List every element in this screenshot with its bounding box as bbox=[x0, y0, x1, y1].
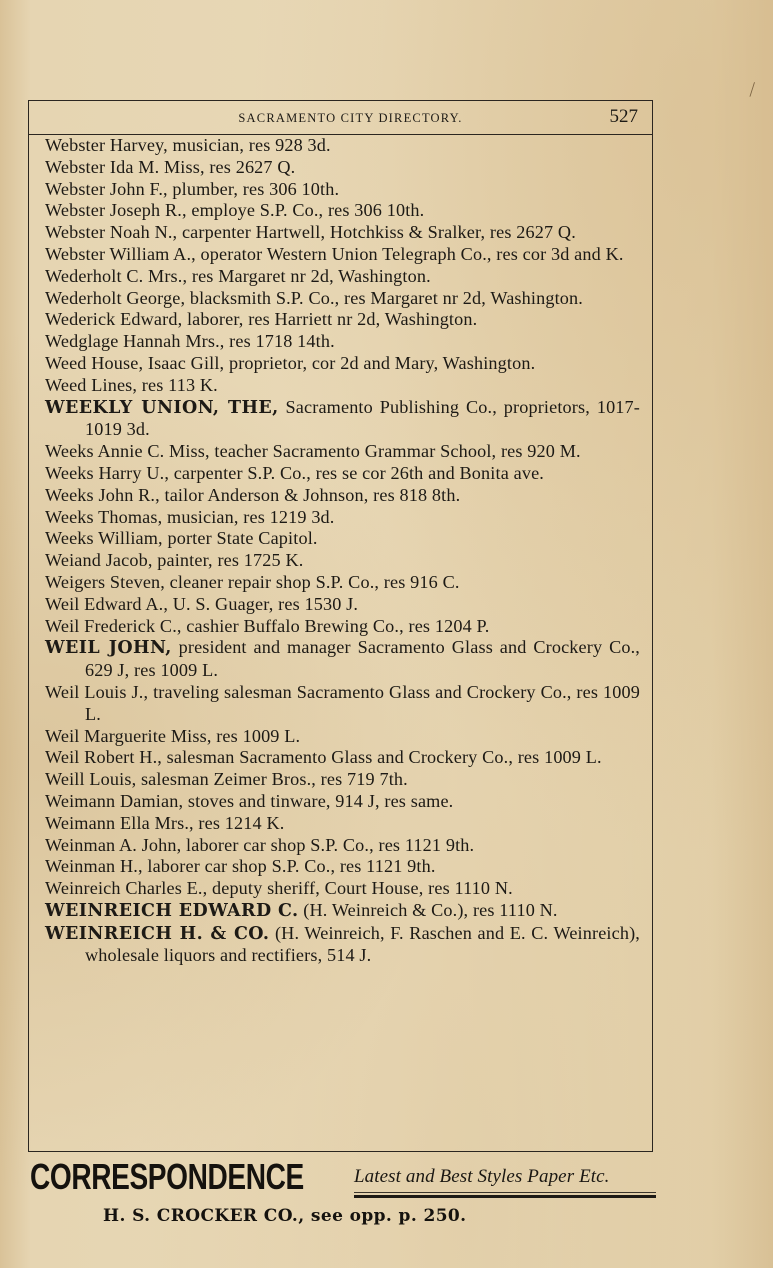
entry-text: (H. Weinreich, F. Raschen and E. C. Weinreich), wholesale liquors and rectifiers, 514 J. bbox=[85, 922, 640, 966]
directory-entry bbox=[45, 353, 640, 375]
ad-underline-thin bbox=[354, 1192, 656, 1193]
page-edge-mark: ⧸ bbox=[749, 80, 755, 99]
entry-text: Webster William A., operator Western Union Telegraph Co., res cor 3d and K. bbox=[45, 243, 624, 264]
entry-text: Webster Ida M. Miss, res 2627 Q. bbox=[45, 156, 296, 177]
entry-text: Weed House, Isaac Gill, proprietor, cor 2d and Mary, Washington. bbox=[45, 352, 536, 373]
directory-entry bbox=[45, 900, 640, 923]
directory-entry bbox=[45, 375, 640, 397]
directory-entries bbox=[45, 135, 640, 967]
entry-text: Weinman H., laborer car shop S.P. Co., res 1121 9th. bbox=[45, 856, 436, 877]
directory-entry bbox=[45, 222, 640, 244]
directory-entry bbox=[45, 463, 640, 485]
directory-entry bbox=[45, 637, 640, 682]
ad-tagline: Latest and Best Styles Paper Etc. bbox=[354, 1166, 610, 1187]
directory-entry bbox=[45, 507, 640, 529]
entry-text: Weill Louis, salesman Zeimer Bros., res 719 7th. bbox=[45, 769, 408, 790]
entry-text: Wederick Edward, laborer, res Harriett nr 2d, Washington. bbox=[45, 309, 478, 330]
entry-text: Webster Harvey, musician, res 928 3d. bbox=[45, 135, 331, 155]
ad-company-line: H. S. CROCKER CO., see opp. p. 250. bbox=[103, 1206, 467, 1226]
directory-entry bbox=[45, 856, 640, 878]
directory-entry bbox=[45, 331, 640, 353]
entry-text: Weeks Annie C. Miss, teacher Sacramento Grammar School, res 920 M. bbox=[45, 441, 581, 462]
directory-entry bbox=[45, 726, 640, 748]
directory-entry bbox=[45, 923, 640, 968]
entry-text: Wedglage Hannah Mrs., res 1718 14th. bbox=[45, 331, 335, 352]
entry-text: president and manager Sacramento Glass and Crockery Co., 629 J, res 1009 L. bbox=[85, 637, 640, 681]
running-title: SACRAMENTO CITY DIRECTORY. bbox=[238, 111, 463, 125]
entry-text: Weed Lines, res 113 K. bbox=[45, 374, 218, 395]
entry-text: Weil Frederick C., cashier Buffalo Brewing Co., res 1204 P. bbox=[45, 615, 490, 636]
running-head bbox=[29, 101, 652, 135]
entry-text: Weiand Jacob, painter, res 1725 K. bbox=[45, 550, 304, 571]
entry-text: Weeks John R., tailor Anderson & Johnson, res 818 8th. bbox=[45, 484, 461, 505]
entry-bold-name: WEINREICH H. & CO. bbox=[45, 923, 270, 944]
entry-text: Wederholt C. Mrs., res Margaret nr 2d, Washington. bbox=[45, 265, 431, 286]
entry-bold-name: WEIL JOHN, bbox=[45, 638, 172, 659]
directory-entry bbox=[45, 179, 640, 201]
ad-headline: CORRESPONDENCE bbox=[30, 1156, 304, 1197]
directory-entry bbox=[45, 835, 640, 857]
entry-text: Weimann Ella Mrs., res 1214 K. bbox=[45, 812, 285, 833]
directory-entry bbox=[45, 485, 640, 507]
directory-entry bbox=[45, 157, 640, 179]
entry-text: (H. Weinreich & Co.), res 1110 N. bbox=[298, 899, 558, 920]
directory-entry bbox=[45, 594, 640, 616]
directory-entry bbox=[45, 682, 640, 726]
entry-text: Weinreich Charles E., deputy sheriff, Court House, res 1110 N. bbox=[45, 878, 513, 899]
directory-entry bbox=[45, 309, 640, 331]
entry-text: Sacramento Publishing Co., proprietors, 1017-1019 3d. bbox=[85, 396, 641, 440]
entry-text: Weeks Harry U., carpenter S.P. Co., res se cor 26th and Bonita ave. bbox=[45, 462, 545, 483]
directory-entry bbox=[45, 135, 640, 157]
directory-entry bbox=[45, 200, 640, 222]
page-frame bbox=[28, 100, 653, 1152]
entry-text: Webster Noah N., carpenter Hartwell, Hotchkiss & Sralker, res 2627 Q. bbox=[45, 222, 576, 243]
directory-entry bbox=[45, 266, 640, 288]
directory-entry bbox=[45, 244, 640, 266]
entry-text: Weimann Damian, stoves and tinware, 914 J, res same. bbox=[45, 790, 454, 811]
entry-text: Webster John F., plumber, res 306 10th. bbox=[45, 178, 340, 199]
entry-text: Weil Robert H., salesman Sacramento Glass and Crockery Co., res 1009 L. bbox=[45, 747, 602, 768]
entry-text: Wederholt George, blacksmith S.P. Co., res Margaret nr 2d, Washington. bbox=[45, 287, 583, 308]
directory-entry bbox=[45, 747, 640, 769]
entry-text: Weil Edward A., U. S. Guager, res 1530 J. bbox=[45, 593, 359, 614]
directory-entry bbox=[45, 572, 640, 594]
directory-entry bbox=[45, 528, 640, 550]
entry-bold-name: WEEKLY UNION, THE, bbox=[45, 397, 279, 418]
entry-text: Weeks William, porter State Capitol. bbox=[45, 528, 318, 549]
entry-text: Weigers Steven, cleaner repair shop S.P. Co., res 916 C. bbox=[45, 571, 460, 592]
directory-entry bbox=[45, 813, 640, 835]
directory-entry bbox=[45, 791, 640, 813]
directory-entry bbox=[45, 288, 640, 310]
entry-text: Weil Louis J., traveling salesman Sacramento Glass and Crockery Co., res 1009 L. bbox=[45, 681, 640, 724]
directory-entry bbox=[45, 878, 640, 900]
ad-underline bbox=[354, 1195, 656, 1198]
entry-text: Weil Marguerite Miss, res 1009 L. bbox=[45, 725, 301, 746]
entry-text: Webster Joseph R., employe S.P. Co., res 306 10th. bbox=[45, 200, 425, 221]
directory-entry bbox=[45, 441, 640, 463]
directory-entry bbox=[45, 397, 640, 442]
page-number: 527 bbox=[609, 106, 638, 127]
directory-entry bbox=[45, 769, 640, 791]
entry-text: Weinman A. John, laborer car shop S.P. Co., res 1121 9th. bbox=[45, 834, 475, 855]
directory-entry bbox=[45, 550, 640, 572]
entry-text: Weeks Thomas, musician, res 1219 3d. bbox=[45, 506, 335, 527]
entry-bold-name: WEINREICH EDWARD C. bbox=[45, 900, 299, 921]
directory-entry bbox=[45, 616, 640, 638]
